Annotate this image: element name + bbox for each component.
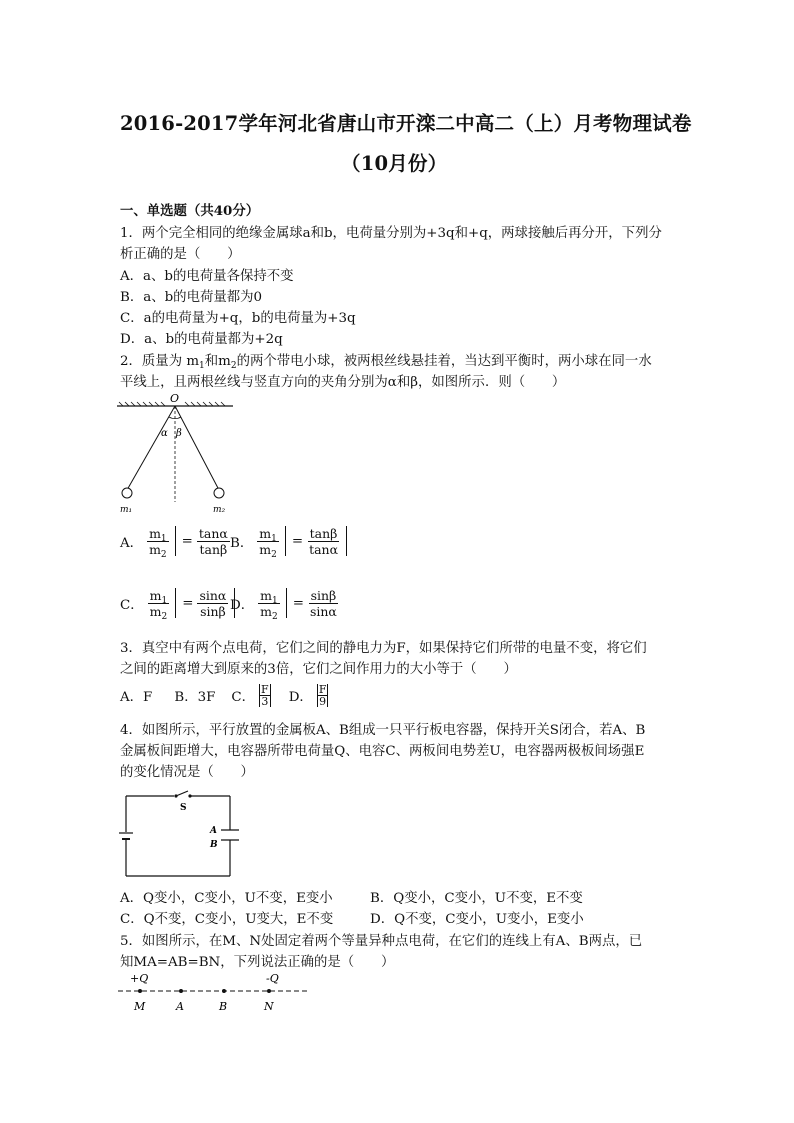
q2-option-c: C． $\frac{m_1}{m_2}$ = $\frac{\sin\alpha}{\sin\beta}$	[120, 588, 237, 618]
fig-label-n: N	[264, 1000, 274, 1013]
pendulum-figure	[115, 390, 245, 515]
q5-stem-line2: 知MA=AB=BN，下列说法正确的是（ ）	[120, 955, 395, 970]
q1-option-d: D．a、b的电荷量都为+2q	[120, 332, 283, 347]
q3-option-a: A．F	[120, 690, 153, 705]
fig-label-o: O	[170, 392, 180, 405]
q2-option-b: B． $\frac{m_1}{m_2}$ = $\frac{\tan\beta}{\tan\alpha}$	[230, 526, 349, 556]
mass-ratio-fraction: $\frac{m_1}{m_2}$	[259, 525, 277, 560]
q1-stem-line2: 析正确的是（ ）	[120, 247, 241, 262]
fig-label-b: B	[219, 1000, 228, 1013]
trig-ratio-fraction: $\frac{\sin\alpha}{\sin\beta}$	[199, 587, 227, 619]
trig-ratio-fraction: $\frac{\tan\alpha}{\tan\beta}$	[198, 525, 228, 557]
q4-option-b: B．Q变小，C变小，U不变，E不变	[370, 891, 583, 906]
fig-label-s: S	[180, 803, 187, 813]
mass-ratio-fraction: $\frac{m_1}{m_2}$	[149, 587, 168, 622]
q5-stem-line1: 5．如图所示，在M、N处固定着两个等量异种点电荷，在它们的连线上有A、B两点，已	[120, 934, 643, 949]
q4-option-c: C．Q不变，C变小，U变大，E不变	[120, 912, 334, 927]
q3-option-c-label: C．	[231, 690, 256, 705]
q3-options	[120, 684, 328, 707]
q2-stem-line2: 平线上，且两根丝线与竖直方向的夹角分别为α和β，如图所示．则（ ）	[120, 375, 566, 390]
q4-option-a: A．Q变小，C变小，U不变，E变小	[120, 891, 333, 906]
q1-option-a: A．a、b的电荷量各保持不变	[120, 269, 294, 284]
point-charges-figure	[118, 970, 308, 1016]
q2-stem-line1: 2．质量为 $m_1$和$m_2$的两个带电小球，被两根丝线悬挂着，当达到平衡时，两小球在同一水	[120, 354, 652, 371]
fig-label-m: M	[134, 1000, 146, 1013]
fig-label-minus-q: -Q	[266, 972, 279, 985]
q3-stem-line2: 之间的距离增大到原来的3倍，它们之间作用力的大小等于（ ）	[120, 662, 517, 677]
fig-label-b: B	[210, 840, 218, 850]
capacitor-circuit-figure	[118, 790, 240, 882]
trig-ratio-fraction: $\frac{\sin\beta}{\sin\alpha}$	[309, 587, 337, 619]
q3-option-b: B．3F	[174, 690, 216, 705]
q3-option-d-label: D．	[288, 690, 313, 705]
fig-label-a: A	[210, 826, 217, 836]
q1-stem-line1: 1．两个完全相同的绝缘金属球a和b，电荷量分别为+3q和+q，两球接触后再分开，下列分	[120, 226, 662, 241]
page-title: 2016-2017学年河北省唐山市开滦二中高二（上）月考物理试卷	[120, 112, 692, 135]
q1-option-b: B．a、b的电荷量都为0	[120, 290, 263, 305]
q4-option-d: D．Q不变，C变小，U变小，E变小	[370, 912, 584, 927]
fig-label-alpha: α	[161, 428, 168, 439]
fig-label-m2: m₂	[213, 505, 226, 515]
trig-ratio-fraction: $\frac{\tan\beta}{\tan\alpha}$	[309, 525, 339, 557]
q1-option-c: C．a的电荷量为+q，b的电荷量为+3q	[120, 311, 356, 326]
fig-label-plus-q: +Q	[130, 972, 149, 985]
q4-stem-line3: 的变化情况是（ ）	[120, 765, 254, 780]
page-subtitle: （10月份）	[341, 152, 448, 175]
q3-option-d-fraction: $\frac{F}{9}$	[318, 683, 327, 708]
q2-option-d: D． $\frac{m_1}{m_2}$ = $\frac{\sin\beta}{\sin\alpha}$	[230, 587, 337, 622]
q3-option-c-fraction: $\frac{F}{3}$	[261, 683, 269, 708]
q4-stem-line2: 金属板间距增大，电容器所带电荷量Q、电容C、两板间电势差U，电容器两极板间场强E	[120, 744, 645, 759]
q2-option-a: A． $\frac{m_1}{m_2}$ = $\frac{\tan\alpha}{\tan\beta}$	[120, 525, 228, 560]
fig-label-a: A	[176, 1000, 184, 1013]
section-heading: 一、单选题（共40分）	[120, 203, 260, 219]
mass-ratio-fraction: $\frac{m_1}{m_2}$	[260, 587, 278, 622]
q4-stem-line1: 4．如图所示，平行放置的金属板A、B组成一只平行板电容器，保持开关S闭合，若A、B	[120, 723, 646, 738]
fig-label-beta: β	[176, 428, 182, 439]
fig-label-m1: m₁	[120, 505, 133, 515]
q3-stem-line1: 3．真空中有两个点电荷，它们之间的静电力为F，如果保持它们所带的电量不变，将它们	[120, 641, 647, 656]
mass-ratio-fraction: $\frac{m_1}{m_2}$	[149, 525, 167, 560]
